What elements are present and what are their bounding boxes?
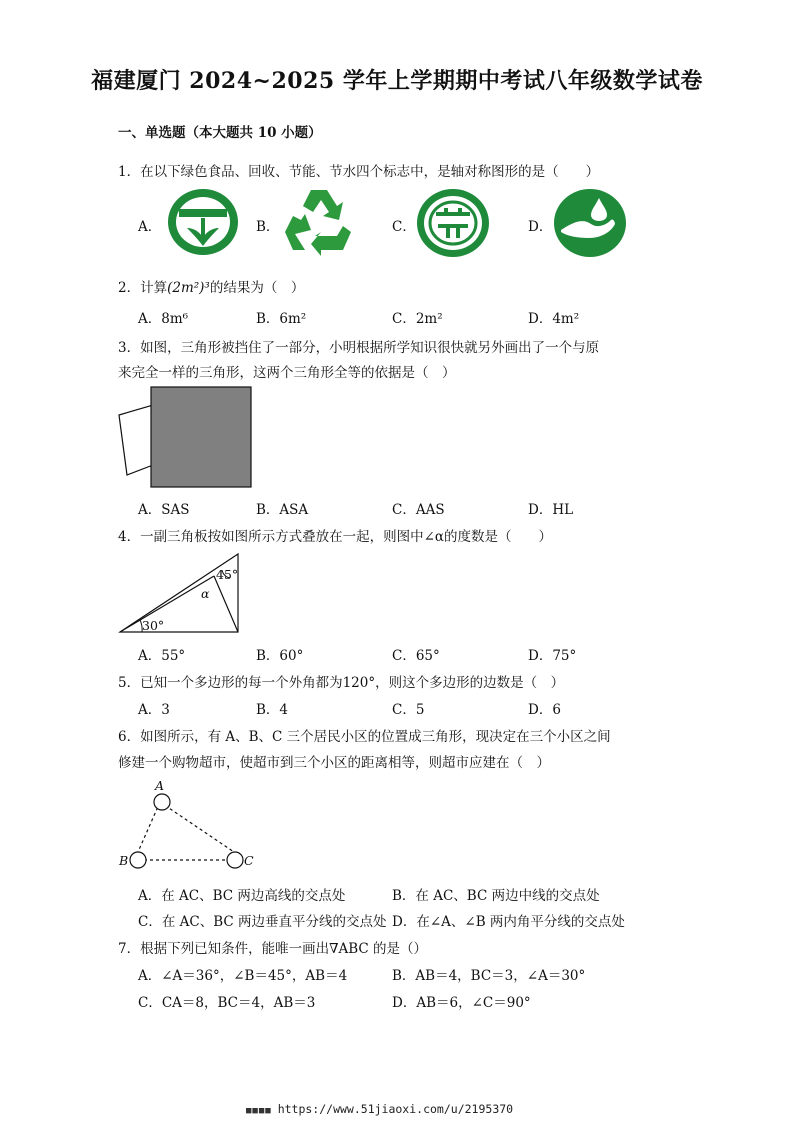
q4-label-30: 30° (142, 618, 165, 633)
q7-option-d: D．AB＝6，∠C＝90° (392, 995, 531, 1011)
q6-option-d: D．在∠A、∠B 两内角平分线的交点处 (392, 914, 625, 930)
q1-option-d: D． (528, 219, 553, 235)
q7-option-b: B．AB＝4，BC＝3，∠A＝30° (392, 968, 586, 984)
q3-option-b: B．ASA (256, 502, 309, 518)
q4-option-d: D．75° (528, 648, 577, 664)
footer-watermark (246, 1102, 513, 1116)
q4-option-a: A．55° (138, 648, 186, 664)
q2-option-a: A．8m⁶ (138, 311, 189, 327)
q2-option-c: C．2m² (392, 311, 443, 327)
q3-option-a: A．SAS (138, 502, 190, 518)
q4-label-alpha: α (201, 586, 210, 601)
q6-option-b: B．在 AC、BC 两边中线的交点处 (392, 888, 600, 904)
q4-option-c: C．65° (392, 648, 440, 664)
footer-mark: ■■■■ (246, 1106, 272, 1116)
q5-option-d: D．6 (528, 702, 561, 718)
q2-stem-prefix: 2．计算 (118, 280, 168, 296)
q1-option-b: B． (256, 219, 280, 235)
q3-hidden-triangle-figure (117, 385, 257, 490)
green-food-logo-icon (167, 188, 239, 256)
water-saving-logo-icon (553, 188, 627, 258)
q3-option-d: D．HL (528, 502, 574, 518)
q2-option-d: D．4m² (528, 311, 580, 327)
q2-stem-suffix: 的结果为（ ） (209, 280, 305, 296)
page-title: 福建厦门 2024~2025 学年上学期期中考试八年级数学试卷 (91, 68, 703, 94)
recycle-logo-icon (281, 186, 355, 256)
q3-stem-line2: 来完全一样的三角形，这两个三角形全等的依据是（ ） (118, 365, 456, 381)
q6-option-a: A．在 AC、BC 两边高线的交点处 (138, 888, 346, 904)
q6-stem-line2: 修建一个购物超市，使超市到三个小区的距离相等，则超市应建在（ ） (118, 755, 550, 771)
q6-stem-line1: 6．如图所示，有 A、B、C 三个居民小区的位置成三角形，现决定在三个小区之间 (118, 729, 611, 745)
q7-option-c: C．CA＝8，BC＝4，AB＝3 (138, 995, 316, 1011)
q1-option-a: A． (138, 219, 162, 235)
q4-stem: 4．一副三角板按如图所示方式叠放在一起，则图中∠α的度数是（ ） (118, 529, 553, 545)
q6-option-c: C．在 AC、BC 两边垂直平分线的交点处 (138, 914, 387, 930)
q6-triangle-figure (118, 778, 258, 878)
q7-stem: 7．根据下列已知条件，能唯一画出∇ABC 的是（） (118, 941, 428, 957)
q3-option-c: C．AAS (392, 502, 445, 518)
q6-label-c: C (244, 853, 254, 868)
q4-set-squares-figure (118, 552, 243, 636)
section-heading: 一、单选题（本大题共 10 小题） (118, 125, 322, 141)
q5-stem: 5．已知一个多边形的每一个外角都为120°，则这个多边形的边数是（ ） (118, 675, 565, 691)
q2-option-b: B．6m² (256, 311, 307, 327)
footer-url[interactable]: https://www.51jiaoxi.com/u/2195370 (277, 1102, 514, 1116)
q5-option-a: A．3 (138, 702, 170, 718)
q6-label-a: A (155, 778, 165, 793)
q6-label-b: B (119, 853, 129, 868)
q4-label-45: 45° (216, 567, 239, 582)
q1-stem: 1．在以下绿色食品、回收、节能、节水四个标志中，是轴对称图形的是（ ） (118, 164, 600, 180)
q3-stem-line1: 3．如图，三角形被挡住了一部分，小明根据所学知识很快就另外画出了一个与原 (118, 340, 600, 356)
q2-stem (118, 276, 304, 296)
q5-option-b: B．4 (256, 702, 289, 718)
q2-expression: (2m²)³ (167, 280, 210, 296)
q7-option-a: A．∠A＝36°，∠B＝45°，AB＝4 (138, 968, 348, 984)
q5-option-c: C．5 (392, 702, 425, 718)
q1-option-c: C． (392, 219, 416, 235)
energy-saving-logo-icon (416, 188, 490, 258)
q4-option-b: B．60° (256, 648, 304, 664)
